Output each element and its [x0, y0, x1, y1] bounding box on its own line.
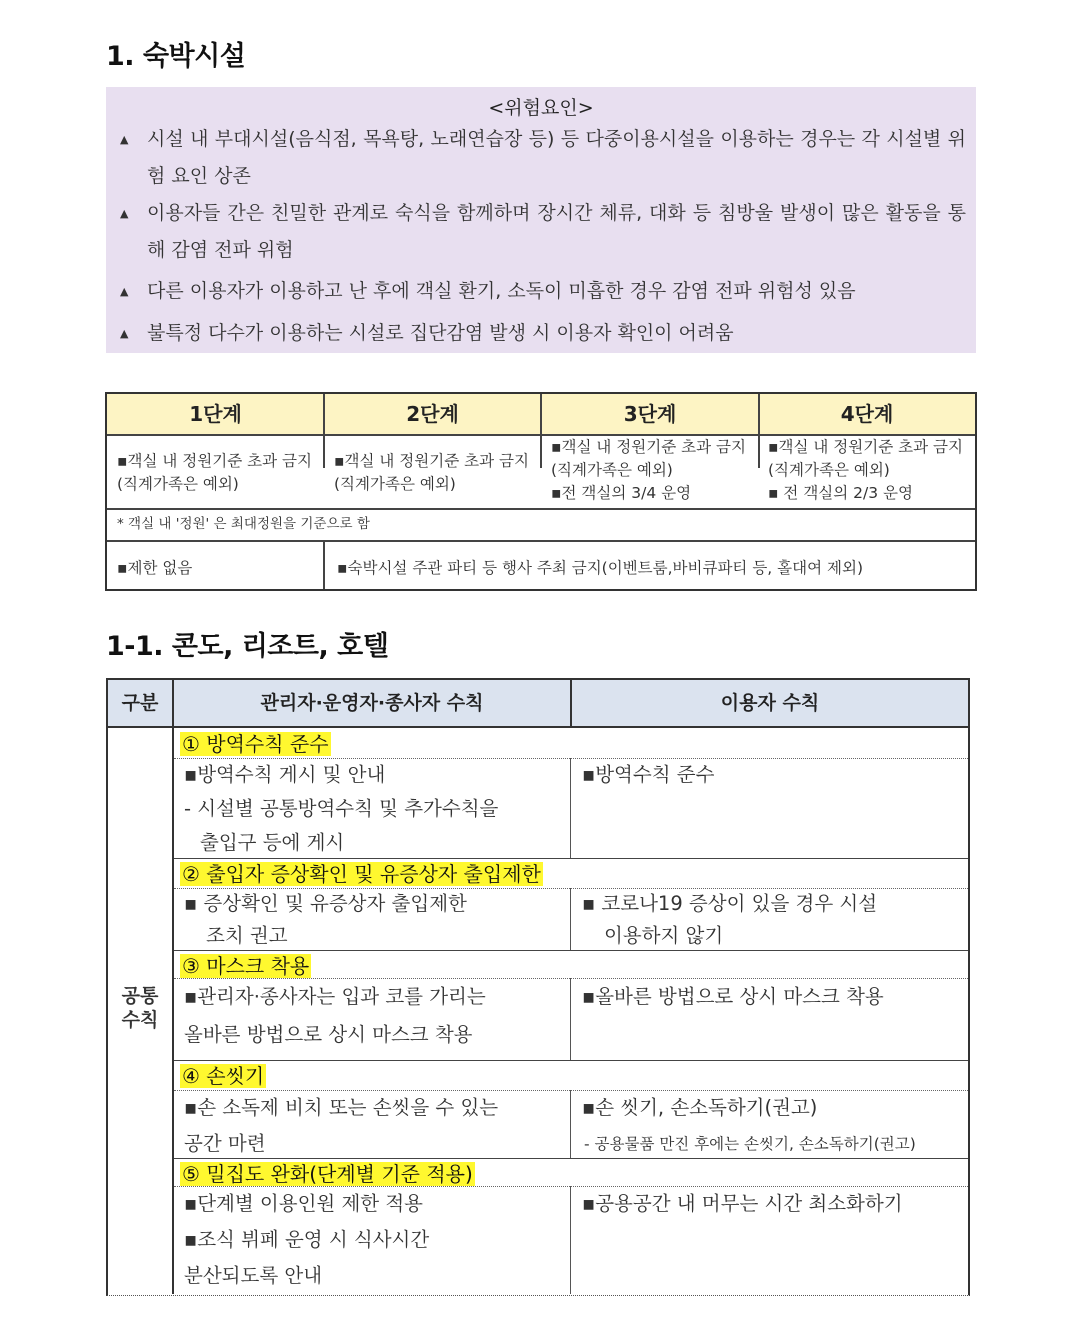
- stage-header-1: 1단계: [107, 394, 324, 434]
- triangle-bullet-icon: ▲: [120, 207, 129, 220]
- category-common-rules: 공통 수칙: [121, 985, 159, 1031]
- no-limit-text: ▪제한 없음: [117, 559, 193, 577]
- divider: [570, 1090, 571, 1158]
- stage-header-2: 2단계: [324, 394, 541, 434]
- admin-rules-5: ▪단계별 이용인원 제한 적용 ▪조식 뷔페 운영 시 식사시간 분산되도록 안내: [184, 1192, 430, 1287]
- risk-item: ▲ 이용자들 간은 친밀한 관계로 숙식을 함께하며 장시간 체류, 대화 등 침방울 발생이 많은 활동을 통해 감염 전파 위험: [120, 195, 966, 269]
- divider: [107, 540, 975, 542]
- user-rules-1: ▪방역수칙 준수: [582, 763, 715, 786]
- col-header-category: 구분: [108, 680, 172, 726]
- admin-rules-4: ▪손 소독제 비치 또는 손씻을 수 있는 공간 마련: [184, 1096, 499, 1155]
- triangle-bullet-icon: ▲: [120, 133, 129, 146]
- divider: [540, 394, 542, 468]
- risk-item: ▲ 시설 내 부대시설(음식점, 목욕탕, 노래연습장 등) 등 다중이용시설을 이용하는 경우는 각 시설별 위험 요인 상존: [120, 121, 966, 195]
- user-rules-2: ▪ 코로나19 증상이 있을 경우 시설 이용하지 않기: [582, 892, 878, 947]
- divider: [323, 540, 325, 589]
- section-heading-5: ⑤ 밀집도 완화(단계별 기준 적용): [182, 1162, 473, 1186]
- admin-rules-2: ▪ 증상확인 및 유증상자 출입제한 조치 권고: [184, 892, 467, 947]
- stage-1-rule: ▪객실 내 정원기준 초과 금지(직계가족은 예외): [117, 452, 312, 493]
- divider: [570, 888, 571, 950]
- col-header-admin: 관리자·운영자·종사자 수칙: [174, 680, 570, 726]
- stage-header-4: 4단계: [759, 394, 975, 434]
- risk-item: ▲ 다른 이용자가 이용하고 난 후에 객실 환기, 소독이 미흡한 경우 감염 전파 위험성 있음: [120, 273, 966, 310]
- risk-item: ▲ 불특정 다수가 이용하는 시설로 집단감염 발생 시 이용자 확인이 어려움: [120, 315, 966, 352]
- user-rules-3: ▪올바른 방법으로 상시 마스크 착용: [582, 985, 884, 1008]
- admin-rules-1: ▪방역수칙 게시 및 안내 - 시설별 공통방역수칙 및 추가수칙을 출입구 등에 게시: [184, 763, 499, 854]
- divider: [174, 1060, 968, 1061]
- divider: [172, 680, 174, 1294]
- stage-4-rule: ▪객실 내 정원기준 초과 금지(직계가족은 예외) ▪ 전 객실의 2/3 운영: [768, 438, 963, 502]
- divider: [570, 978, 571, 1060]
- stage-header-3: 3단계: [541, 394, 759, 434]
- section-heading-3: ③ 마스크 착용: [182, 954, 310, 978]
- section-title-condo: 1-1. 콘도, 리조트, 호텔: [106, 631, 389, 662]
- divider: [107, 508, 975, 510]
- stage-table: [105, 392, 977, 591]
- user-rules-4: ▪손 씻기, 손소독하기(권고) - 공용물품 만진 후에는 손씻기, 손소독하기(권고): [582, 1096, 916, 1153]
- divider: [570, 680, 572, 728]
- section-heading-1: ① 방역수칙 준수: [182, 732, 329, 756]
- stage-2-rule: ▪객실 내 정원기준 초과 금지(직계가족은 예외): [334, 452, 529, 493]
- divider: [323, 394, 325, 468]
- capacity-note: * 객실 내 '정원' 은 최대정원을 기준으로 함: [117, 516, 370, 532]
- section-title-lodging: 1. 숙박시설: [106, 41, 246, 72]
- rules-table: [106, 678, 970, 1296]
- triangle-bullet-icon: ▲: [120, 327, 129, 340]
- section-heading-2: ② 출입자 증상확인 및 유증상자 출입제한: [182, 862, 541, 886]
- party-ban-text: ▪숙박시설 주관 파티 등 행사 주최 금지(이벤트룸,바비큐파티 등, 홀대여 제외): [337, 559, 863, 577]
- divider: [758, 394, 760, 468]
- risk-title: <위험요인>: [488, 97, 594, 119]
- col-header-user: 이용자 수칙: [572, 680, 968, 726]
- triangle-bullet-icon: ▲: [120, 285, 129, 298]
- section-heading-4: ④ 손씻기: [182, 1064, 265, 1088]
- divider: [570, 1186, 571, 1294]
- divider: [570, 758, 571, 858]
- risk-factors-box: [106, 87, 976, 353]
- admin-rules-3: ▪관리자·종사자는 입과 코를 가리는 올바른 방법으로 상시 마스크 착용: [184, 985, 486, 1046]
- stage-3-rule: ▪객실 내 정원기준 초과 금지(직계가족은 예외) ▪전 객실의 3/4 운영: [551, 438, 746, 502]
- user-rules-5: ▪공용공간 내 머무는 시간 최소화하기: [582, 1192, 903, 1215]
